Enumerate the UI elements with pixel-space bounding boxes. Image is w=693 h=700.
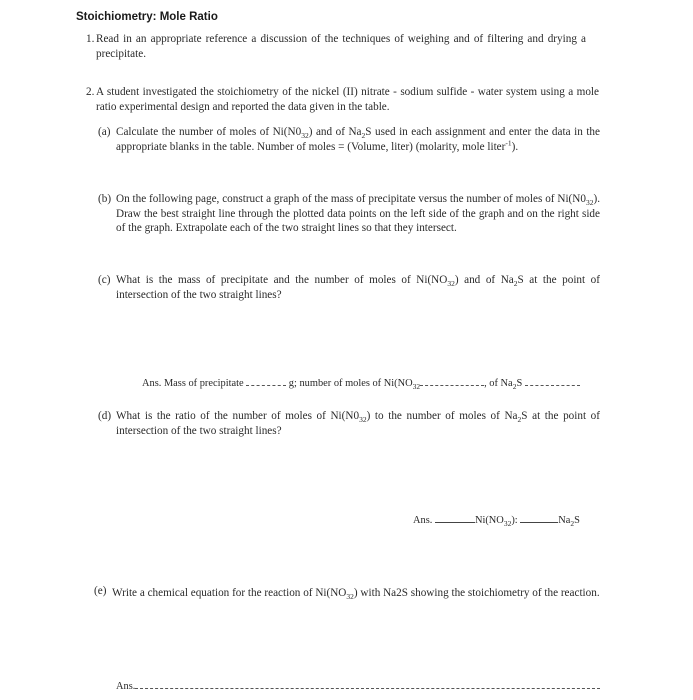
ratio-na-blank[interactable]	[520, 514, 558, 523]
q2-number: 2.	[86, 86, 95, 98]
q2-intro: A student investigated the stoichiometry of the nickel (II) nitrate - sodium sulfide - water system using a mole ratio experimental design and reported the data given in the table.	[96, 86, 599, 113]
q2b-label: (b)	[98, 193, 112, 205]
q2d-answer-line: Ans. $Ni(NO_{32})$: $Na_2S$	[413, 515, 580, 529]
q1-number: 1.	[86, 33, 95, 45]
q1-text: Read in an appropriate reference a discussion of the techniques of weighing and of filtering and drying a precipitate.	[96, 33, 586, 60]
q2c-text: What is the mass of precipitate and the number of moles of $Ni(NO_{32})$ and of $Na_2S$ at the point of intersection of the two straight lines?	[116, 274, 600, 301]
q2c-answer-line: Ans. Mass of precipitate g; number of moles of $Ni(NO_{32}$ , of $Na_2S$	[142, 377, 580, 390]
mass-blank[interactable]	[246, 377, 286, 386]
moles-na2s-blank[interactable]	[525, 377, 580, 386]
q2e-text: Write a chemical equation for the reaction of $Ni(NO_{32})$ with Na2S showing the stoichiometry of the reaction.	[112, 587, 600, 602]
q2a-label: (a)	[98, 126, 111, 138]
q2d-text: What is the ratio of the number of moles of $Ni(N0_{32})$ to the number of moles of $Na_2S$ at the point of intersection of the two straight lines?	[116, 410, 601, 437]
moles-nino3-blank[interactable]	[420, 377, 484, 386]
ratio-ni-blank[interactable]	[435, 514, 475, 523]
q2d-label: (d)	[98, 410, 112, 422]
q2c-label: (c)	[98, 274, 111, 286]
q2e-answer-line: Ans.	[116, 680, 600, 693]
q2a-text: Calculate the number of moles of $Ni(N0_{32})$ and of $Na_2S$ used in each assignment and enter the data in the appropriate blanks in the table. Number of moles = (Volume, liter) (molarity, mole liter$^{-1}$).	[116, 126, 600, 153]
page-title: Stoichiometry: Mole Ratio	[76, 11, 218, 23]
q2b-text: On the following page, construct a graph of the mass of precipitate versus the number of moles of $Ni(N0_{32})$. Draw the best straight line through the plotted data points on the left side of the graph and on the right side of the graph. Extrapolate each of the two straight lines so that they intersect.	[116, 193, 600, 235]
q2e-label: (e)	[94, 585, 107, 597]
equation-blank[interactable]	[135, 680, 600, 689]
